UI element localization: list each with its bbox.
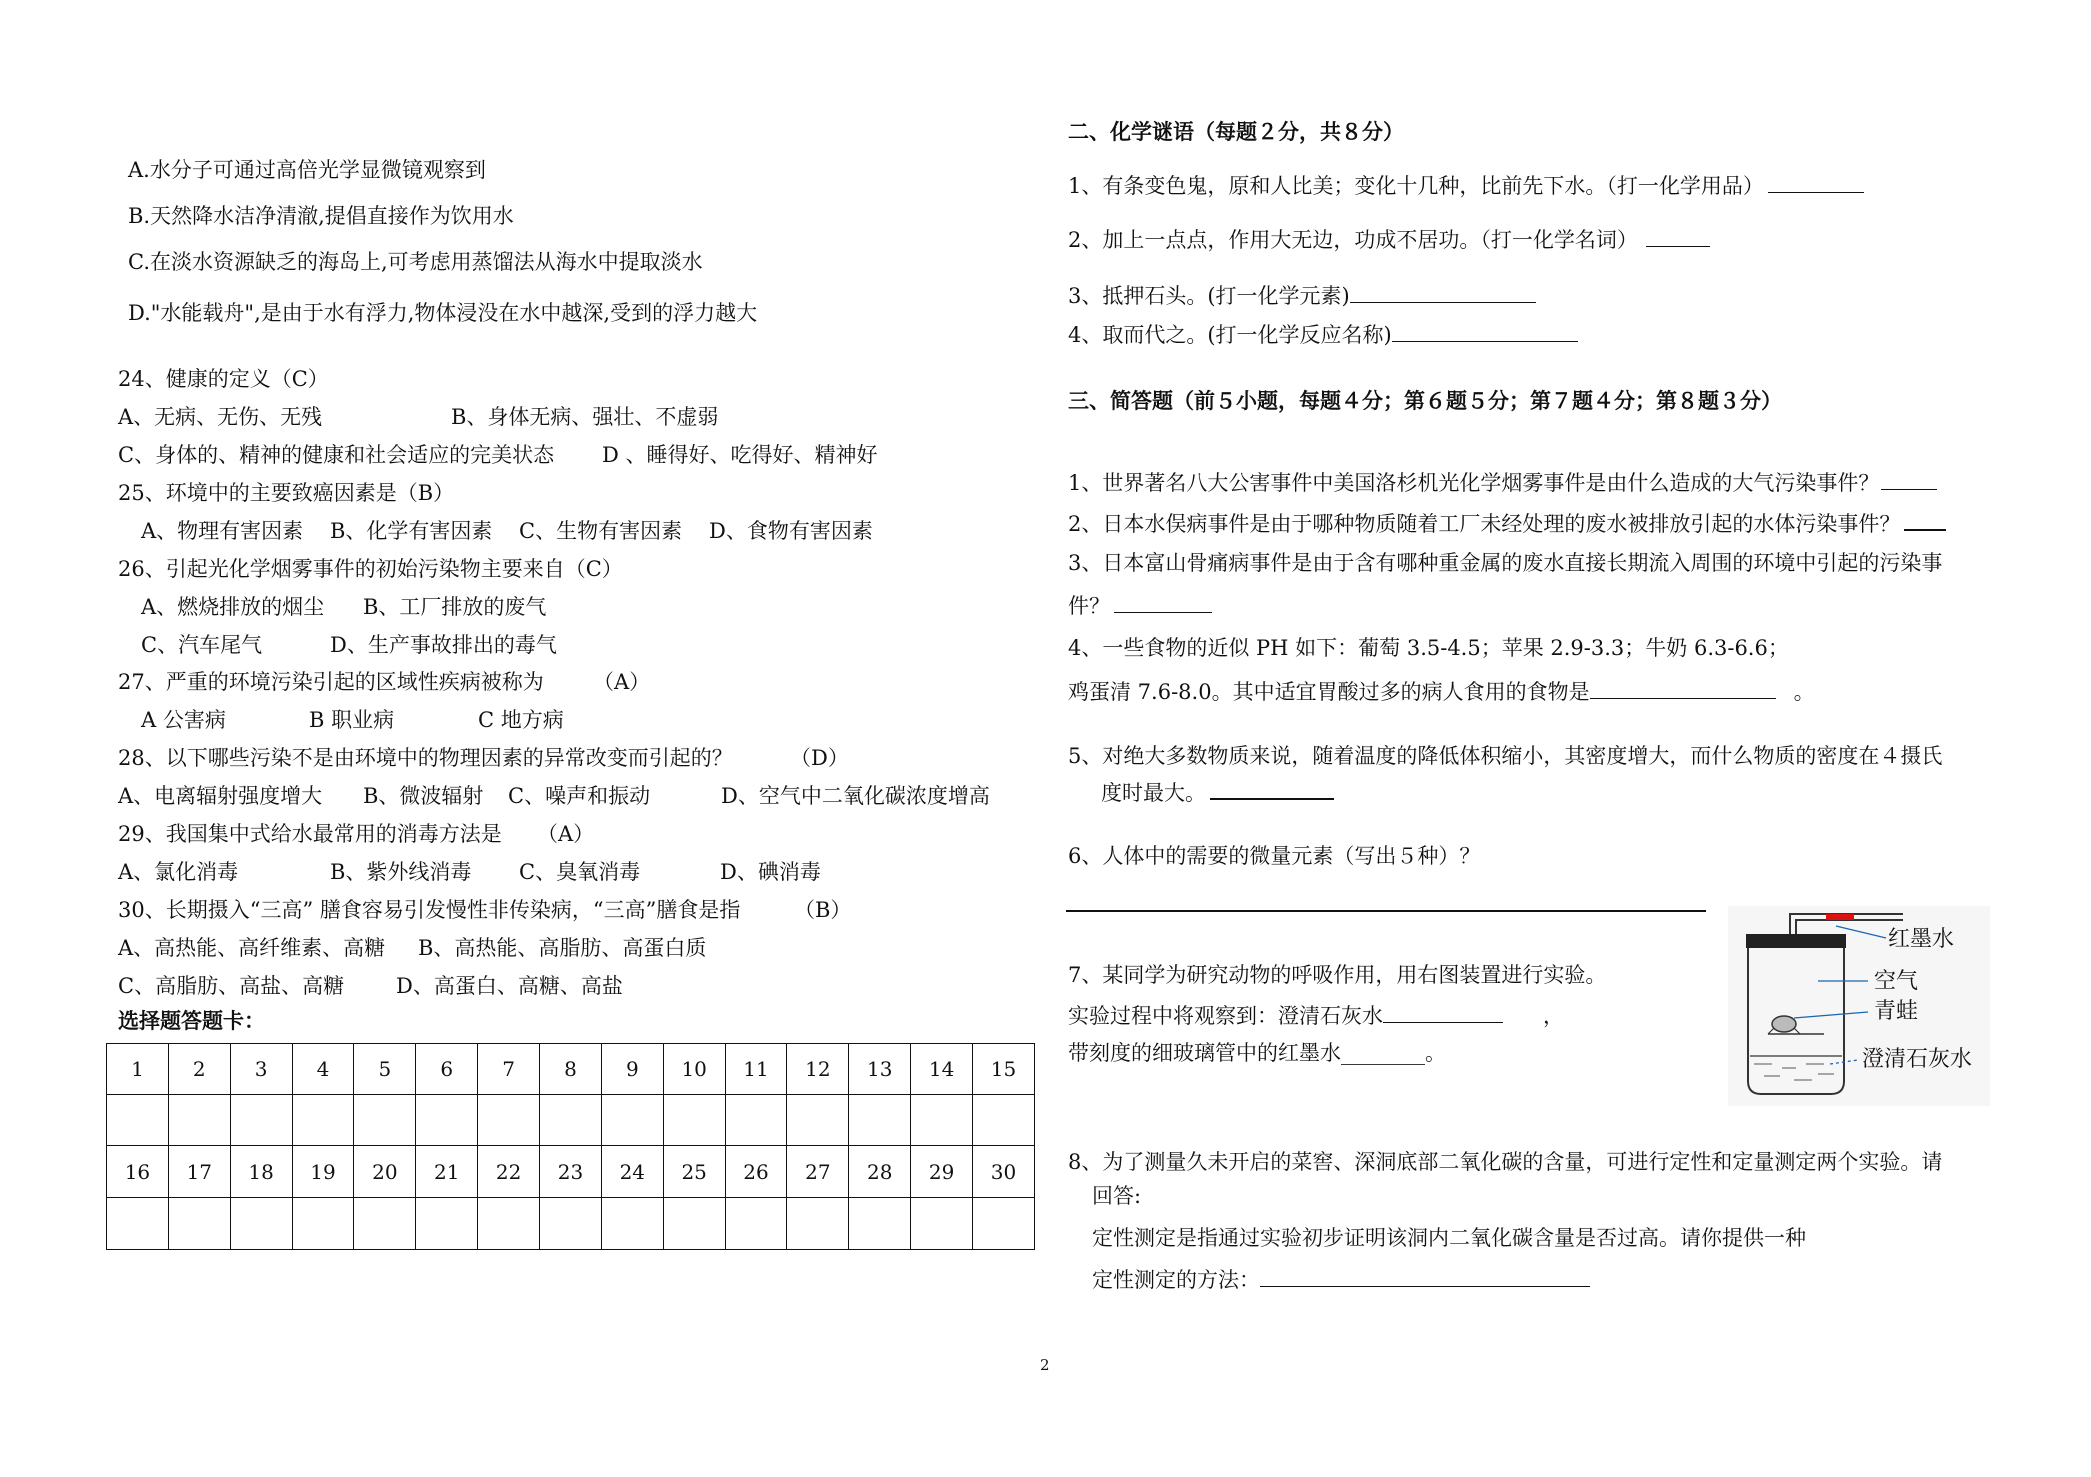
- short-question-7-text: 实验过程中将观察到：澄清石灰水: [1068, 1004, 1383, 1028]
- answer-card-number: 10: [663, 1044, 725, 1095]
- short-question-8-line1: 8、为了测量久未开启的菜窖、深洞底部二氧化碳的含量，可进行定性和定量测定两个实验。请: [1068, 1150, 1943, 1174]
- answer-card-number: 30: [973, 1146, 1035, 1198]
- short-question-4-text: 鸡蛋清 7.6-8.0。其中适宜胃酸过多的病人食用的食物是: [1068, 680, 1590, 704]
- question-29-option-a: A、氯化消毒: [118, 860, 239, 884]
- short-question-2-text: 2、日本水俣病事件是由于哪种物质随着工厂未经处理的废水被排放引起的水体污染事件？: [1068, 512, 1901, 536]
- answer-card-number: 8: [540, 1044, 602, 1095]
- answer-card-blank-row: [107, 1198, 1035, 1250]
- short-question-6-answer-line[interactable]: [1066, 910, 1706, 912]
- question-26-option-b: B、工厂排放的废气: [363, 595, 547, 619]
- question-30-option-a: A、高热能、高纤维素、高糖: [118, 936, 386, 960]
- answer-card-number-row: [107, 1146, 1035, 1198]
- answer-cell[interactable]: [787, 1095, 849, 1146]
- riddle-1: [1068, 174, 1864, 197]
- figure-label-limewater: 澄清石灰水: [1862, 1047, 1973, 1072]
- answer-cell[interactable]: [540, 1095, 602, 1146]
- question-24-option-c: C、身体的、精神的健康和社会适应的完美状态: [118, 443, 555, 467]
- short-question-5-line2: [1101, 780, 1334, 804]
- answer-cell[interactable]: [230, 1198, 292, 1250]
- answer-cell[interactable]: [725, 1095, 787, 1146]
- short-question-7-line3: 带刻度的细玻璃管中的红墨水________。: [1068, 1041, 1446, 1065]
- answer-card-number: 15: [973, 1044, 1035, 1095]
- answer-cell[interactable]: [292, 1095, 354, 1146]
- short-question-1-text: 1、世界著名八大公害事件中美国洛杉机光化学烟雾事件是由什么造成的大气污染事件？: [1068, 471, 1880, 495]
- figure-label-frog: 青蛙: [1874, 999, 1919, 1024]
- answer-card-number: 13: [849, 1044, 911, 1095]
- question-28-option-b: B、微波辐射: [363, 784, 484, 808]
- short-question-4-blank[interactable]: [1590, 680, 1776, 699]
- question-27-answer: （A）: [593, 670, 651, 694]
- short-question-4-line2: [1068, 680, 1815, 703]
- answer-card-title: 选择题答题卡：: [118, 1008, 265, 1033]
- question-25-option-d: D、食物有害因素: [709, 519, 873, 543]
- short-question-4-end: 。: [1793, 680, 1815, 704]
- short-question-7-blank[interactable]: [1383, 1004, 1503, 1023]
- short-question-8-line2: 回答:: [1092, 1184, 1142, 1208]
- page-number: 2: [1040, 1356, 1050, 1374]
- answer-card-blank-row: [107, 1095, 1035, 1146]
- answer-card-number: 28: [849, 1146, 911, 1198]
- question-27-option-c: C 地方病: [478, 708, 564, 732]
- question-29-option-b: B、紫外线消毒: [330, 860, 472, 884]
- question-26-option-a: A、燃烧排放的烟尘: [141, 595, 325, 619]
- question-26-option-c: C、汽车尾气: [141, 633, 263, 657]
- question-27-option-a: A 公害病: [141, 708, 226, 732]
- short-question-3-tail: 件？: [1068, 594, 1110, 618]
- short-question-3-line2: [1068, 594, 1212, 617]
- answer-card-table: [106, 1043, 1035, 1250]
- question-29-answer: （A）: [537, 822, 595, 846]
- short-question-2: [1068, 511, 1946, 535]
- answer-card-number: 27: [787, 1146, 849, 1198]
- answer-cell[interactable]: [973, 1198, 1035, 1250]
- answer-cell[interactable]: [416, 1095, 478, 1146]
- answer-cell[interactable]: [478, 1198, 540, 1250]
- figure-label-air: 空气: [1874, 969, 1919, 994]
- answer-card-number: 20: [354, 1146, 416, 1198]
- short-question-8-line4: [1092, 1268, 1590, 1291]
- answer-cell[interactable]: [911, 1095, 973, 1146]
- answer-cell[interactable]: [107, 1095, 169, 1146]
- answer-card-number: 1: [107, 1044, 169, 1095]
- answer-card-number: 19: [292, 1146, 354, 1198]
- answer-card-number: 6: [416, 1044, 478, 1095]
- riddle-2-blank[interactable]: [1646, 228, 1710, 247]
- answer-cell[interactable]: [911, 1198, 973, 1250]
- answer-card-number: 16: [107, 1146, 169, 1198]
- question-30-option-d: D、高蛋白、高糖、高盐: [396, 974, 623, 998]
- short-question-2-blank[interactable]: [1904, 511, 1946, 531]
- answer-cell[interactable]: [416, 1198, 478, 1250]
- question-26-stem: 26、引起光化学烟雾事件的初始污染物主要来自（C）: [118, 557, 623, 581]
- answer-cell[interactable]: [540, 1198, 602, 1250]
- short-question-1-blank[interactable]: [1881, 471, 1937, 490]
- question-27-option-b: B 职业病: [309, 708, 395, 732]
- answer-cell[interactable]: [292, 1198, 354, 1250]
- question-28-stem: 28、以下哪些污染不是由环境中的物理因素的异常改变而引起的？: [118, 746, 733, 770]
- short-question-4-line1: 4、一些食物的近似 PH 如下：葡萄 3.5-4.5；苹果 2.9-3.3；牛奶 6.3-6.6；: [1068, 636, 1789, 660]
- answer-cell[interactable]: [973, 1095, 1035, 1146]
- question-29-option-c: C、臭氧消毒: [519, 860, 641, 884]
- riddle-1-blank[interactable]: [1768, 174, 1864, 193]
- answer-card-number: 5: [354, 1044, 416, 1095]
- answer-cell[interactable]: [849, 1198, 911, 1250]
- option-23-a: A.水分子可通过高倍光学显微镜观察到: [128, 158, 486, 182]
- question-28-answer: （D）: [790, 746, 849, 770]
- answer-card-number: 26: [725, 1146, 787, 1198]
- short-question-3-line1: 3、日本富山骨痛病事件是由于含有哪种重金属的废水直接长期流入周围的环境中引起的污染事: [1068, 551, 1943, 575]
- short-question-3-blank[interactable]: [1114, 594, 1212, 613]
- answer-card-number: 25: [663, 1146, 725, 1198]
- short-question-1: [1068, 471, 1937, 494]
- question-28-option-a: A、电离辐射强度增大: [118, 784, 323, 808]
- figure-label-red-ink: 红墨水: [1888, 927, 1955, 952]
- riddle-2: [1068, 228, 1710, 251]
- answer-card-number: 17: [168, 1146, 230, 1198]
- answer-card-number: 11: [725, 1044, 787, 1095]
- question-30-answer: （B）: [794, 898, 852, 922]
- riddle-3-blank[interactable]: [1350, 284, 1536, 303]
- answer-card-number: 2: [168, 1044, 230, 1095]
- answer-cell[interactable]: [354, 1198, 416, 1250]
- short-question-8-line3: 定性测定是指通过实验初步证明该洞内二氧化碳含量是否过高。请你提供一种: [1092, 1226, 1806, 1250]
- question-25-option-b: B、化学有害因素: [330, 519, 493, 543]
- answer-card-number: 21: [416, 1146, 478, 1198]
- answer-cell[interactable]: [107, 1198, 169, 1250]
- question-30-option-c: C、高脂肪、高盐、高糖: [118, 974, 345, 998]
- answer-card-number: 9: [601, 1044, 663, 1095]
- option-23-d: D."水能载舟",是由于水有浮力,物体浸没在水中越深,受到的浮力越大: [128, 301, 758, 325]
- answer-card-number-row: [107, 1044, 1035, 1095]
- short-question-7-line1: 7、某同学为研究动物的呼吸作用，用右图装置进行实验。: [1068, 963, 1607, 987]
- answer-cell[interactable]: [601, 1095, 663, 1146]
- question-25-stem: 25、环境中的主要致癌因素是（B）: [118, 481, 455, 505]
- short-question-8-text: 定性测定的方法：: [1092, 1268, 1260, 1292]
- riddle-4-blank[interactable]: [1392, 323, 1578, 342]
- answer-card-number: 23: [540, 1146, 602, 1198]
- short-question-8-blank[interactable]: [1260, 1268, 1590, 1287]
- riddle-4: [1068, 323, 1578, 346]
- answer-cell[interactable]: [663, 1095, 725, 1146]
- answer-card-number: 29: [911, 1146, 973, 1198]
- answer-card-number: 12: [787, 1044, 849, 1095]
- question-29-option-d: D、碘消毒: [720, 860, 821, 884]
- option-23-c: C.在淡水资源缺乏的海岛上,可考虑用蒸馏法从海水中提取淡水: [128, 250, 703, 274]
- section-2-title: 二、化学谜语（每题２分，共８分）: [1068, 119, 1404, 144]
- answer-cell[interactable]: [601, 1198, 663, 1250]
- question-25-option-a: A、物理有害因素: [141, 519, 304, 543]
- answer-card-number: 4: [292, 1044, 354, 1095]
- question-28-option-c: C、噪声和振动: [508, 784, 651, 808]
- answer-cell[interactable]: [230, 1095, 292, 1146]
- answer-card-number: 7: [478, 1044, 540, 1095]
- answer-cell[interactable]: [849, 1095, 911, 1146]
- answer-cell[interactable]: [478, 1095, 540, 1146]
- short-question-5-line1: 5、对绝大多数物质来说，随着温度的降低体积缩小，其密度增大，而什么物质的密度在４摄氏: [1068, 744, 1943, 768]
- answer-cell[interactable]: [787, 1198, 849, 1250]
- answer-cell[interactable]: [663, 1198, 725, 1250]
- answer-card-number: 3: [230, 1044, 292, 1095]
- riddle-2-text: 2、加上一点点，作用大无边，功成不居功。（打一化学名词）: [1068, 228, 1638, 252]
- short-question-7-comma: ，: [1543, 1004, 1564, 1028]
- option-23-b: B.天然降水洁净清澈,提倡直接作为饮用水: [128, 204, 514, 228]
- riddle-1-text: 1、有条变色鬼，原和人比美；变化十几种，比前先下水。（打一化学用品）: [1068, 174, 1764, 198]
- answer-cell[interactable]: [168, 1095, 230, 1146]
- answer-card-number: 22: [478, 1146, 540, 1198]
- answer-card-number: 24: [601, 1146, 663, 1198]
- question-24-option-a: A、无病、无伤、无残: [118, 405, 323, 429]
- question-24-option-b: B、身体无病、强壮、不虚弱: [451, 405, 719, 429]
- short-question-5-blank[interactable]: [1210, 780, 1334, 800]
- answer-card-number: 18: [230, 1146, 292, 1198]
- answer-cell[interactable]: [354, 1095, 416, 1146]
- question-25-option-c: C、生物有害因素: [519, 519, 683, 543]
- question-28-option-d: D、空气中二氧化碳浓度增高: [721, 784, 990, 808]
- short-question-6: 6、人体中的需要的微量元素（写出５种）？: [1068, 844, 1481, 868]
- riddle-4-text: 4、取而代之。(打一化学反应名称): [1068, 323, 1392, 347]
- question-24-option-d: D 、睡得好、吃得好、精神好: [602, 443, 878, 467]
- question-24-stem: 24、健康的定义（C）: [118, 367, 329, 391]
- question-30-stem: 30、长期摄入“三高” 膳食容易引发慢性非传染病，“三高”膳食是指: [118, 898, 741, 922]
- answer-cell[interactable]: [725, 1198, 787, 1250]
- riddle-3: [1068, 284, 1536, 307]
- answer-cell[interactable]: [168, 1198, 230, 1250]
- section-3-title: 三、简答题（前５小题，每题４分；第６题５分；第７题４分；第８题３分）: [1068, 388, 1782, 413]
- question-30-option-b: B、高热能、高脂肪、高蛋白质: [418, 936, 707, 960]
- short-question-5-tail: 度时最大。: [1101, 781, 1206, 805]
- answer-card-number: 14: [911, 1044, 973, 1095]
- question-26-option-d: D、生产事故排出的毒气: [330, 633, 557, 657]
- respiration-apparatus-figure: [1728, 906, 1990, 1106]
- question-27-stem: 27、严重的环境污染引起的区域性疾病被称为: [118, 670, 544, 694]
- question-29-stem: 29、我国集中式给水最常用的消毒方法是: [118, 822, 502, 846]
- riddle-3-text: 3、抵押石头。(打一化学元素): [1068, 284, 1350, 308]
- short-question-7-line2: [1068, 1004, 1564, 1027]
